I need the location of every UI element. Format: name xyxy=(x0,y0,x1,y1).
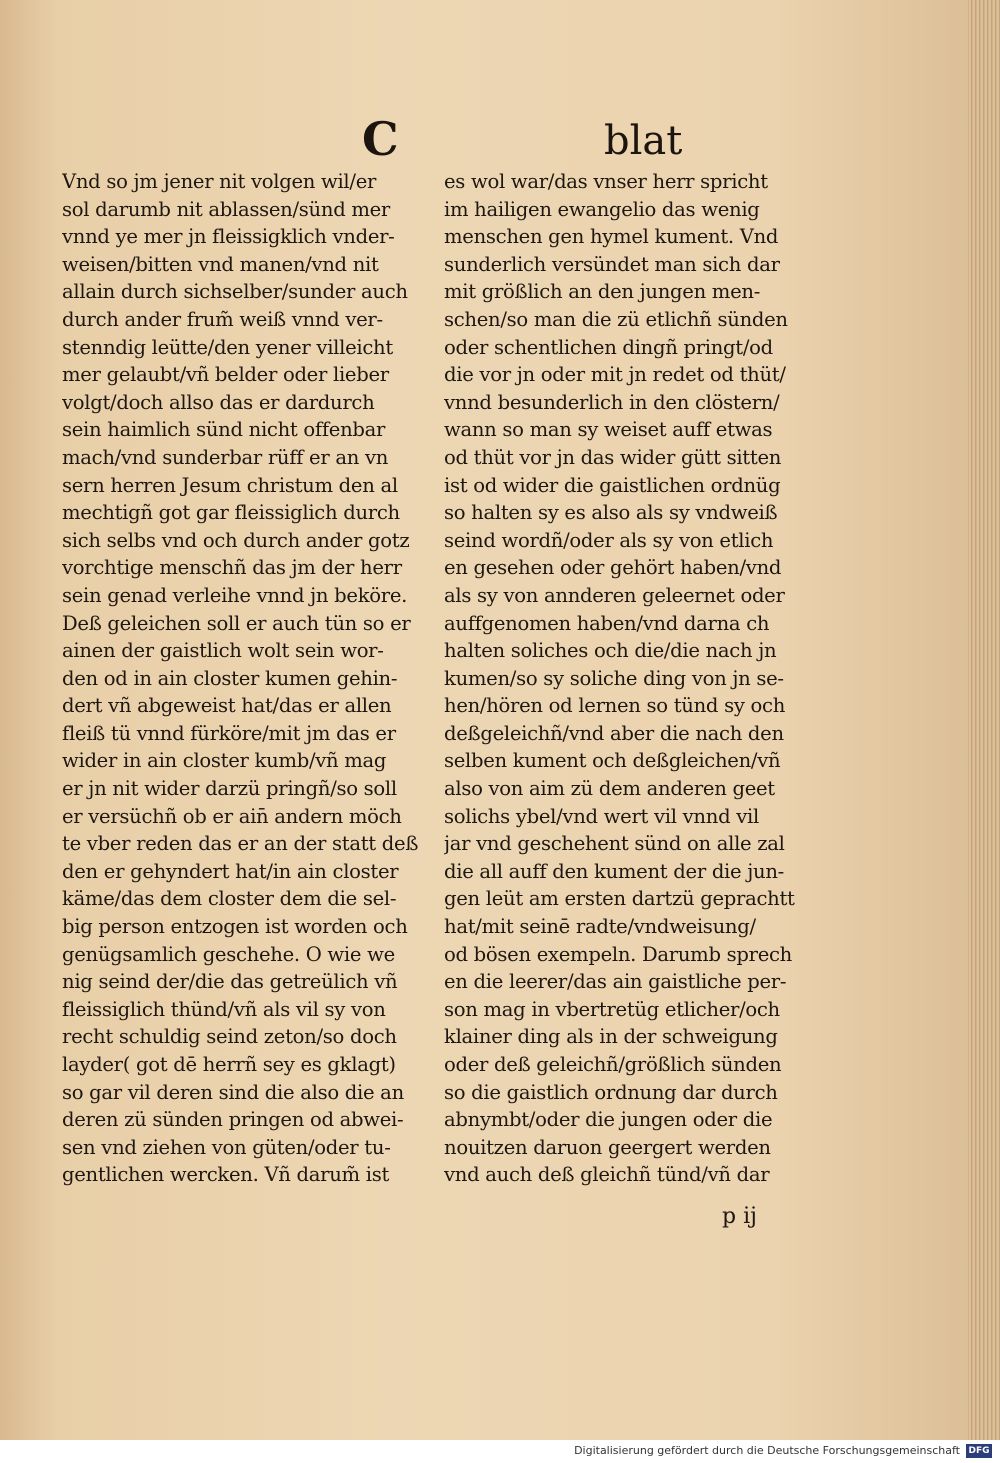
text-line: vorchtige menschñ das jm der herr xyxy=(62,556,402,580)
text-line: klainer ding als in der schweigung xyxy=(444,1025,778,1049)
text-line: layder( got dē herrñ sey es gklagt) xyxy=(62,1053,396,1076)
book-page-edges xyxy=(968,0,1000,1440)
text-line: auffgenomen haben/vnd darna ch xyxy=(444,611,770,635)
text-line: mer gelaubt/vñ belder oder lieber xyxy=(62,363,389,387)
left-text-column xyxy=(62,168,434,1189)
text-line: kumen/so sy soliche ding von jn se- xyxy=(444,666,784,690)
text-line: er versüchñ ob er ain̄ andern möch xyxy=(62,804,402,828)
text-line: im hailigen ewangelio das wenig xyxy=(444,197,760,221)
dfg-logo: DFG xyxy=(966,1444,992,1458)
text-line: genügsamlich geschehe. O wie we xyxy=(62,942,395,966)
text-line: stenndig leütte/den yener villeicht xyxy=(62,335,393,359)
text-line: fleiß tü vnnd fürköre/mit jm das er xyxy=(62,721,396,745)
text-line: oder deß geleichñ/größlich sünden xyxy=(444,1053,782,1076)
signature-mark: p ij xyxy=(722,1204,757,1229)
text-line: jar vnd geschehent sünd on alle zal xyxy=(444,832,785,856)
text-line: en gesehen oder gehört haben/vnd xyxy=(444,556,782,580)
text-line: volgt/doch allso das er dardurch xyxy=(62,390,375,414)
text-line: od thüt vor jn das wider gütt sitten xyxy=(444,445,782,469)
text-line: abnymbt/oder die jungen oder die xyxy=(444,1108,773,1132)
text-line: sunderlich versündet man sich dar xyxy=(444,252,780,276)
text-line: en die leerer/das ain gaistliche per- xyxy=(444,970,787,994)
text-line: wann so man sy weiset auff etwas xyxy=(444,418,773,442)
text-line: nouitzen daruon geergert werden xyxy=(444,1135,771,1159)
text-line: od bösen exempeln. Darumb sprech xyxy=(444,942,792,966)
text-line: menschen gen hymel kument. Vnd xyxy=(444,225,779,249)
text-line: sich selbs vnd och durch ander gotz xyxy=(62,528,410,552)
text-line: sein haimlich sünd nicht offenbar xyxy=(62,418,386,442)
text-line: solichs ybel/vnd wert vil vnnd vil xyxy=(444,804,759,828)
text-line: so halten sy es also als sy vndweiß xyxy=(444,501,778,525)
text-line: son mag in vbertretüg etlicher/och xyxy=(444,997,780,1021)
text-line: hen/hören od lernen so tünd sy och xyxy=(444,694,786,718)
page-header xyxy=(0,112,968,172)
text-line: Vnd so jm jener nit volgen wil/er xyxy=(62,170,377,193)
text-line: ainen der gaistlich wolt sein wor- xyxy=(62,639,384,663)
text-line: sern herren Jesum christum den al xyxy=(62,473,398,497)
text-line: deren zü sünden pringen od abwei- xyxy=(62,1108,404,1132)
text-line: die all auff den kument der die jun- xyxy=(444,859,784,883)
right-text-column xyxy=(444,168,816,1189)
text-line: big person entzogen ist worden och xyxy=(62,915,408,939)
text-line: ist od wider die gaistlichen ordnüg xyxy=(444,473,781,497)
text-line: nig seind der/die das getreülich vñ xyxy=(62,970,398,994)
text-line: seind wordñ/oder als sy von etlich xyxy=(444,528,774,552)
funding-credit: Digitalisierung gefördert durch die Deutsche Forschungsgemeinschaft xyxy=(574,1444,960,1457)
text-line: mechtigñ got gar fleissiglich durch xyxy=(62,501,400,525)
text-line: er jn nit wider darzü pringñ/so soll xyxy=(62,777,397,801)
text-line: allain durch sichselber/sunder auch xyxy=(62,280,408,304)
text-line: als sy von annderen geleernet oder xyxy=(444,583,785,607)
text-line: Deß geleichen soll er auch tün so er xyxy=(62,611,411,635)
text-line: sol darumb nit ablassen/sünd mer xyxy=(62,197,391,221)
text-line: wider in ain closter kumb/vñ mag xyxy=(62,749,387,773)
text-line: te vber reden das er an der statt deß xyxy=(62,832,419,856)
text-line: recht schuldig seind zeton/so doch xyxy=(62,1025,397,1049)
text-line: dert vñ abgeweist hat/das er allen xyxy=(62,694,392,718)
text-line: so gar vil deren sind die also die an xyxy=(62,1080,404,1104)
text-line: fleissiglich thünd/vñ als vil sy von xyxy=(62,997,386,1021)
text-line: schen/so man die zü etlichñ sünden xyxy=(444,307,788,331)
folio-label: blat xyxy=(604,118,683,164)
text-line: die vor jn oder mit jn redet od thüt/ xyxy=(444,363,786,387)
text-line: es wol war/das vnser herr spricht xyxy=(444,170,768,193)
text-line: vnd auch deß gleichñ tünd/vñ dar xyxy=(444,1163,770,1187)
text-line: also von aim zü dem anderen geet xyxy=(444,777,775,801)
text-line: sen vnd ziehen von güten/oder tu- xyxy=(62,1135,391,1159)
text-line: den od in ain closter kumen gehin- xyxy=(62,666,398,690)
text-line: deßgeleichñ/vnd aber die nach den xyxy=(444,721,784,745)
text-line: sein genad verleihe vnnd jn beköre. xyxy=(62,583,408,607)
text-line: mach/vnd sunderbar rüff er an vn xyxy=(62,445,389,469)
text-line: gen leüt am ersten dartzü geprachtt xyxy=(444,887,795,911)
text-line: gentlichen wercken. Vñ darum̃ ist xyxy=(62,1163,390,1187)
text-line: den er gehyndert hat/in ain closter xyxy=(62,859,399,883)
footer-bar xyxy=(0,1440,1000,1463)
text-line: halten soliches och die/die nach jn xyxy=(444,639,777,663)
text-line: käme/das dem closter dem die sel- xyxy=(62,887,397,911)
text-line: so die gaistlich ordnung dar durch xyxy=(444,1080,778,1104)
text-line: vnnd ye mer jn fleissigklich vnder- xyxy=(62,225,395,249)
text-line: selben kument och deßgleichen/vñ xyxy=(444,749,781,773)
text-line: vnnd besunderlich in den clöstern/ xyxy=(444,390,780,414)
text-line: mit größlich an den jungen men- xyxy=(444,280,761,304)
text-line: durch ander frum̃ weiß vnnd ver- xyxy=(62,307,383,331)
text-line: oder schentlichen dingñ pringt/od xyxy=(444,335,773,359)
text-line: weisen/bitten vnd manen/vnd nit xyxy=(62,252,379,276)
text-line: hat/mit seinē radte/vndweisung/ xyxy=(444,915,756,939)
folio-numeral: C xyxy=(362,112,399,166)
